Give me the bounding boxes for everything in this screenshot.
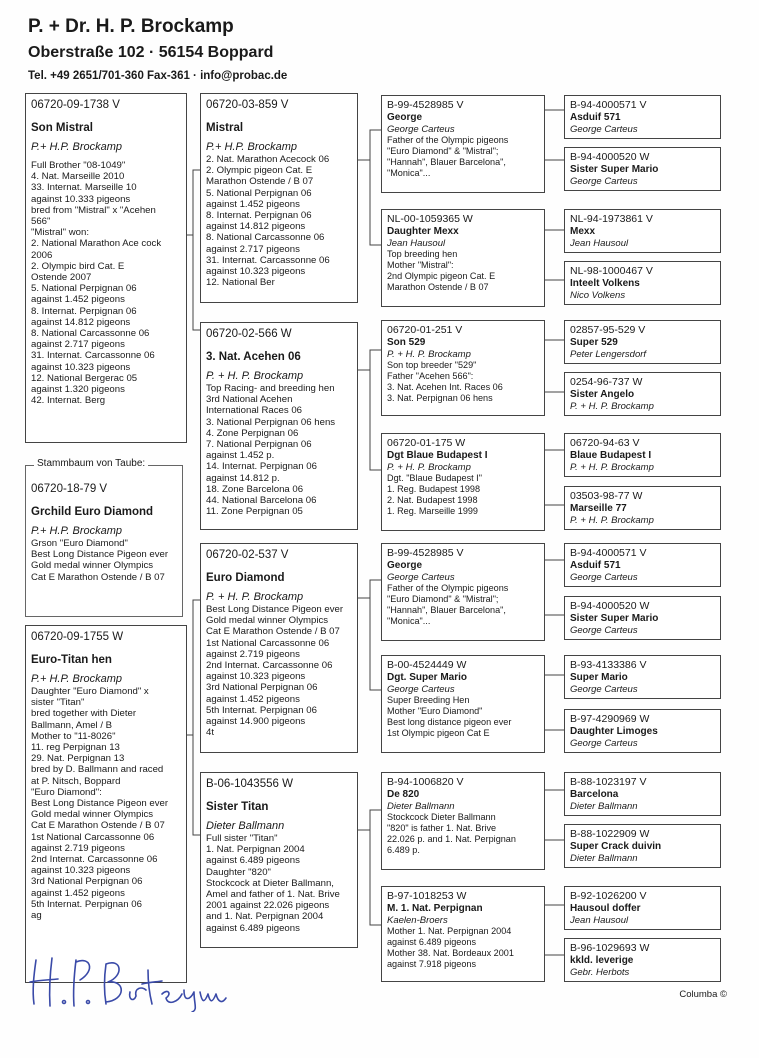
result-line: 22.026 p. and 1. Nat. Perpignan bbox=[387, 834, 516, 844]
pigeon-ring-number: B-88-1022909 W bbox=[570, 828, 650, 840]
result-line: 3. National Perpignan 06 hens bbox=[206, 416, 336, 428]
result-line: against 14.900 pigeons bbox=[206, 716, 306, 728]
handwritten-signature bbox=[22, 950, 237, 1012]
result-line: 1st National Carcassonne 06 bbox=[31, 831, 155, 843]
result-line: 44. National Barcelona 06 bbox=[206, 495, 317, 507]
pigeon-name: Son Mistral bbox=[31, 122, 93, 134]
pigeon-ring-number: B-94-4000520 W bbox=[570, 600, 650, 612]
result-line: 2. National Marathon Ace cock bbox=[31, 238, 162, 250]
result-line: Stockcock at Dieter Ballmann, bbox=[206, 877, 334, 889]
result-line: against 2.717 pigeons bbox=[206, 243, 300, 255]
pigeon-result-list bbox=[31, 160, 181, 406]
result-line: "Monica"... bbox=[387, 168, 431, 178]
pigeon-ring-number: B-93-4133386 V bbox=[570, 659, 647, 671]
result-line: 3rd National Perpignan 06 bbox=[31, 876, 143, 888]
result-line: 8. National Carcassonne 06 bbox=[206, 232, 325, 244]
result-line: 31. Internat. Carcassonne 06 bbox=[206, 254, 330, 266]
result-line: Mother 38. Nat. Bordeaux 2001 bbox=[387, 948, 514, 958]
pigeon-ring-number: NL-00-1059365 W bbox=[387, 213, 473, 225]
pigeon-breeder: P.+ H.P. Brockamp bbox=[31, 525, 123, 537]
grandparent-pigeon-card bbox=[381, 320, 545, 416]
result-line: 11. Zone Perpignan 05 bbox=[206, 506, 303, 518]
result-line: Super Breeding Hen bbox=[387, 695, 470, 705]
pigeon-breeder: P. + H. P. Brockamp bbox=[570, 401, 654, 412]
result-line: Mother to "11-8026" bbox=[31, 730, 116, 742]
result-line: against 1.320 pigeons bbox=[31, 384, 125, 396]
result-line: 8. Internat. Perpignan 06 bbox=[31, 305, 137, 317]
result-line: against 10.323 pigeons bbox=[206, 671, 306, 683]
result-line: Grson "Euro Diamond" bbox=[31, 538, 128, 549]
result-line: 2. Nat. Marathon Acecock 06 bbox=[206, 154, 330, 165]
pigeon-name: Euro-Titan hen bbox=[31, 654, 112, 666]
result-line: "Mistral" won: bbox=[31, 227, 89, 239]
result-line: 2. Olympic pigeon Cat. E bbox=[206, 165, 313, 177]
result-line: 5th Internat. Perpignan 06 bbox=[206, 704, 317, 716]
pigeon-name: M. 1. Nat. Perpignan bbox=[387, 903, 483, 914]
pigeon-breeder: Dieter Ballmann bbox=[206, 820, 285, 832]
pigeon-ring-number: 06720-09-1738 V bbox=[31, 99, 120, 111]
result-line: 5. National Perpignan 06 bbox=[31, 283, 137, 295]
pigeon-ring-number: B-88-1023197 V bbox=[570, 776, 647, 788]
result-line: against 14.812 pigeons bbox=[31, 316, 131, 328]
pigeon-ring-number: B-06-1043556 W bbox=[206, 778, 293, 790]
result-line: Amel and father of 1. Nat. Brive bbox=[206, 889, 340, 901]
result-line: against 6.489 pigeons bbox=[206, 855, 300, 867]
result-line: 2001 against 22.026 pigeons bbox=[206, 900, 330, 912]
result-line: against 6.489 pigeons bbox=[206, 922, 300, 934]
pigeon-breeder: George Carteus bbox=[387, 124, 455, 135]
pigeon-breeder: P.+ H.P. Brockamp bbox=[206, 141, 298, 153]
dam-pigeon-card bbox=[200, 772, 358, 948]
pigeon-ring-number: 06720-09-1755 W bbox=[31, 631, 124, 643]
result-line: 3. Nat. Perpignan 06 hens bbox=[387, 393, 493, 403]
result-line: "Euro Diamond": bbox=[31, 786, 102, 798]
result-line: "Euro Diamond" & "Mistral"; bbox=[387, 146, 499, 156]
pigeon-name: Super 529 bbox=[570, 337, 618, 348]
pigeon-breeder: Dieter Ballmann bbox=[387, 801, 455, 812]
result-line: Cat E Marathon Ostende / B 07 bbox=[31, 820, 165, 832]
stammbaum-label: Stammbaum von Taube: bbox=[34, 458, 148, 469]
ancestor-pigeon-card bbox=[564, 147, 721, 191]
result-line: against 1.452 pigeons bbox=[31, 294, 125, 306]
pigeon-breeder: P. + H. P. Brockamp bbox=[570, 462, 654, 473]
result-line: bred from "Mistral" x "Acehen bbox=[31, 204, 156, 216]
result-line: 3rd National Acehen bbox=[206, 394, 293, 406]
pigeon-ring-number: 0254-96-737 W bbox=[570, 376, 643, 388]
result-line: 1st National Carcassonne 06 bbox=[206, 637, 330, 649]
pigeon-name: Sister Super Mario bbox=[570, 164, 659, 175]
pigeon-ring-number: B-97-4290969 W bbox=[570, 713, 650, 725]
pigeon-ring-number: 06720-01-251 V bbox=[387, 324, 463, 336]
result-line: 2nd Internat. Carcassonne 06 bbox=[31, 854, 158, 866]
pigeon-ring-number: B-00-4524449 W bbox=[387, 659, 467, 671]
result-line: 4. Nat. Marseille 2010 bbox=[31, 171, 125, 183]
result-line: Stockcock Dieter Ballmann bbox=[387, 812, 496, 822]
result-line: 14. Internat. Perpignan 06 bbox=[206, 461, 317, 473]
result-line: 33. Internat. Marseille 10 bbox=[31, 182, 137, 194]
pigeon-name: Sister Titan bbox=[206, 801, 269, 813]
pigeon-ring-number: 06720-94-63 V bbox=[570, 437, 640, 449]
grandparent-pigeon-card bbox=[381, 543, 545, 641]
result-line: Dgt. "Blaue Budapest I" bbox=[387, 473, 482, 483]
pigeon-name: Euro Diamond bbox=[206, 572, 285, 584]
result-line: bred together with Dieter bbox=[31, 708, 137, 720]
pigeon-ring-number: B-97-1018253 W bbox=[387, 890, 467, 902]
pigeon-name: Asduif 571 bbox=[570, 112, 621, 123]
result-line: 3rd National Perpignan 06 bbox=[206, 682, 318, 694]
result-line: Daughter "Euro Diamond" x bbox=[31, 686, 149, 697]
pigeon-ring-number: B-99-4528985 V bbox=[387, 547, 464, 559]
result-line: against 2.719 pigeons bbox=[206, 648, 300, 660]
ancestor-pigeon-card bbox=[564, 372, 721, 416]
pigeon-breeder: Gebr. Herbots bbox=[570, 967, 630, 978]
ancestor-pigeon-card bbox=[564, 886, 721, 930]
pigeon-breeder: George Carteus bbox=[570, 684, 638, 695]
result-line: 1st Olympic pigeon Cat E bbox=[387, 728, 490, 738]
sire-pigeon-card bbox=[200, 93, 358, 303]
result-line: Ostende 2007 bbox=[31, 272, 92, 284]
ancestor-pigeon-card bbox=[564, 486, 721, 530]
owner-address: Oberstraße 102 · 56154 Boppard bbox=[28, 44, 274, 61]
result-line: Mother "Mistral": bbox=[387, 260, 454, 270]
ancestor-pigeon-card bbox=[564, 433, 721, 477]
result-line: 11. reg Perpignan 13 bbox=[31, 742, 120, 754]
pigeon-ring-number: B-94-1006820 V bbox=[387, 776, 464, 788]
ancestor-pigeon-card bbox=[564, 709, 721, 753]
pigeon-name: Mexx bbox=[570, 226, 596, 237]
pigeon-breeder: Kaelen-Broers bbox=[387, 915, 448, 926]
pigeon-breeder: P.+ H.P. Brockamp bbox=[31, 673, 123, 685]
pigeon-breeder: George Carteus bbox=[570, 738, 638, 749]
result-line: 18. Zone Barcelona 06 bbox=[206, 483, 304, 495]
result-line: 42. Internat. Berg bbox=[31, 395, 106, 407]
result-line: against 10.323 pigeons bbox=[31, 361, 131, 373]
ancestor-pigeon-card bbox=[564, 655, 721, 699]
ancestor-pigeon-card bbox=[564, 209, 721, 253]
pigeon-name: Grchild Euro Diamond bbox=[31, 506, 154, 518]
result-line: 6.489 p. bbox=[387, 845, 420, 855]
result-line: "Euro Diamond" & "Mistral"; bbox=[387, 594, 499, 604]
result-line: against 10.323 pigeons bbox=[31, 865, 131, 877]
pigeon-breeder: George Carteus bbox=[387, 684, 455, 695]
result-line: 5th Internat. Perpignan 06 bbox=[31, 898, 142, 910]
result-line: Mother 1. Nat. Perpignan 2004 bbox=[387, 926, 512, 936]
pigeon-ring-number: 06720-02-537 V bbox=[206, 549, 289, 561]
pigeon-breeder: George Carteus bbox=[570, 176, 638, 187]
pigeon-breeder: Jean Hausoul bbox=[387, 238, 446, 249]
result-line: 12. National Bergerac 05 bbox=[31, 372, 138, 384]
grandparent-pigeon-card bbox=[381, 433, 545, 531]
result-line: 3. Nat. Acehen Int. Races 06 bbox=[387, 382, 503, 392]
pigeon-ring-number: 06720-03-859 V bbox=[206, 99, 289, 111]
pigeon-breeder: Dieter Ballmann bbox=[570, 801, 638, 812]
result-line: against 1.452 pigeons bbox=[31, 887, 125, 899]
result-line: "Hannah", Blauer Barcelona", bbox=[387, 605, 506, 615]
pigeon-name: Barcelona bbox=[570, 789, 619, 800]
subject-pigeon-card bbox=[25, 93, 187, 443]
result-line: Ballmann, Amel / B bbox=[31, 719, 113, 731]
pigeon-ring-number: B-99-4528985 V bbox=[387, 99, 464, 111]
result-line: 1. Reg. Budapest 1998 bbox=[387, 484, 481, 494]
grandparent-pigeon-card bbox=[381, 655, 545, 753]
pigeon-ring-number: 06720-01-175 W bbox=[387, 437, 466, 449]
pigeon-breeder: Nico Volkens bbox=[570, 290, 626, 301]
pigeon-name: George bbox=[387, 560, 423, 571]
pigeon-breeder: George Carteus bbox=[570, 572, 638, 583]
pigeon-ring-number: NL-98-1000467 V bbox=[570, 265, 653, 277]
result-line: against 1.452 p. bbox=[206, 450, 275, 462]
software-credit: Columba © bbox=[679, 989, 727, 1000]
pigeon-name: Marseille 77 bbox=[570, 503, 627, 514]
pigeon-name: Super Crack duivin bbox=[570, 841, 662, 852]
pigeon-ring-number: B-94-4000520 W bbox=[570, 151, 650, 163]
result-line: against 1.452 pigeons bbox=[206, 198, 300, 210]
pigeon-name: Hausoul doffer bbox=[570, 903, 641, 914]
pigeon-breeder: Jean Hausoul bbox=[570, 238, 629, 249]
pigeon-breeder: P.+ H.P. Brockamp bbox=[31, 141, 123, 153]
result-line: against 2.719 pigeons bbox=[31, 842, 125, 854]
result-line: 2. Olympic bird Cat. E bbox=[31, 260, 125, 272]
result-line: bred by D. Ballmann and raced bbox=[31, 764, 164, 776]
result-line: "Hannah", Blauer Barcelona", bbox=[387, 157, 506, 167]
result-line: and 1. Nat. Perpignan 2004 bbox=[206, 911, 324, 923]
pigeon-breeder: George Carteus bbox=[387, 572, 455, 583]
result-line: against 6.489 pigeons bbox=[387, 937, 476, 947]
result-line: against 2.717 pigeons bbox=[31, 339, 125, 351]
result-line: Gold medal winner Olympics bbox=[31, 560, 154, 572]
result-line: 2nd Internat. Carcassonne 06 bbox=[206, 660, 333, 672]
ancestor-pigeon-card bbox=[564, 772, 721, 816]
result-line: Top breeding hen bbox=[387, 249, 458, 259]
result-line: Marathon Ostende / B 07 bbox=[206, 176, 314, 188]
result-line: 4. Zone Perpignan 06 bbox=[206, 427, 299, 439]
sire-pigeon-card bbox=[200, 543, 358, 753]
grandparent-pigeon-card bbox=[381, 209, 545, 307]
pigeon-name: Daughter Limoges bbox=[570, 726, 658, 737]
result-line: 2. Nat. Budapest 1998 bbox=[387, 495, 478, 505]
result-line: Daughter "820" bbox=[206, 866, 271, 878]
grandparent-pigeon-card bbox=[381, 886, 545, 982]
pigeon-ring-number: 06720-18-79 V bbox=[31, 483, 108, 495]
result-line: 1. Nat. Perpignan 2004 bbox=[206, 844, 305, 856]
pigeon-name: 3. Nat. Acehen 06 bbox=[206, 351, 301, 363]
result-line: against 10.323 pigeons bbox=[206, 266, 306, 278]
result-line: Father of the Olympic pigeons bbox=[387, 583, 509, 593]
result-line: 566" bbox=[31, 216, 51, 228]
result-line: Gold medal winner Olympics bbox=[206, 615, 329, 627]
result-line: at P. Nitsch, Boppard bbox=[31, 775, 121, 787]
result-line: against 1.452 pigeons bbox=[206, 693, 300, 705]
result-line: Gold medal winner Olympics bbox=[31, 809, 154, 821]
result-line: sister "Titan" bbox=[31, 697, 85, 709]
result-line: Best Long Distance Pigeon ever bbox=[31, 549, 169, 561]
result-line: 4t bbox=[206, 727, 215, 739]
result-line: Full sister "Titan" bbox=[206, 833, 278, 844]
pigeon-name: Inteelt Volkens bbox=[570, 278, 640, 289]
result-line: against 10.333 pigeons bbox=[31, 193, 131, 205]
result-line: Mother "Euro Diamond" bbox=[387, 706, 483, 716]
result-line: 2nd Olympic pigeon Cat. E bbox=[387, 271, 496, 281]
pigeon-name: Dgt Blaue Budapest I bbox=[387, 450, 488, 461]
ancestor-pigeon-card bbox=[564, 95, 721, 139]
pigeon-breeder: P. + H. P. Brockamp bbox=[570, 515, 654, 526]
ancestor-pigeon-card bbox=[564, 596, 721, 640]
result-line: 2006 bbox=[31, 249, 53, 261]
grandchild-pigeon-card bbox=[25, 465, 183, 617]
pigeon-name: Blaue Budapest I bbox=[570, 450, 652, 461]
result-line: Marathon Ostende / B 07 bbox=[387, 282, 489, 292]
pigeon-ring-number: B-94-4000571 V bbox=[570, 99, 647, 111]
result-line: International Races 06 bbox=[206, 405, 302, 417]
pigeon-name: Asduif 571 bbox=[570, 560, 621, 571]
pigeon-breeder: P. + H. P. Brockamp bbox=[387, 349, 471, 360]
pigeon-breeder: Dieter Ballmann bbox=[570, 853, 638, 864]
result-line: 12. National Ber bbox=[206, 277, 275, 289]
pigeon-ring-number: NL-94-1973861 V bbox=[570, 213, 653, 225]
pigeon-name: Super Mario bbox=[570, 672, 628, 683]
owner-contact: Tel. +49 2651/701-360 Fax-361 · info@probac.de bbox=[28, 70, 288, 82]
result-line: "Monica"... bbox=[387, 616, 431, 626]
pigeon-name: George bbox=[387, 112, 423, 123]
ancestor-pigeon-card bbox=[564, 261, 721, 305]
result-line: against 14.812 pigeons bbox=[206, 221, 306, 233]
ancestor-pigeon-card bbox=[564, 938, 721, 982]
result-line: Father of the Olympic pigeons bbox=[387, 135, 509, 145]
pigeon-ring-number: B-94-4000571 V bbox=[570, 547, 647, 559]
result-line: 31. Internat. Carcassonne 06 bbox=[31, 350, 155, 362]
pigeon-name: Dgt. Super Mario bbox=[387, 672, 468, 683]
ancestor-pigeon-card bbox=[564, 824, 721, 868]
pigeon-name: Sister Super Mario bbox=[570, 613, 659, 624]
result-line: Son top breeder "529" bbox=[387, 360, 477, 370]
pigeon-ring-number: B-92-1026200 V bbox=[570, 890, 647, 902]
pigeon-breeder: George Carteus bbox=[570, 625, 638, 636]
result-line: Cat E Marathon Ostende / B 07 bbox=[31, 571, 165, 583]
pigeon-ring-number: 02857-95-529 V bbox=[570, 324, 646, 336]
result-line: 5. National Perpignan 06 bbox=[206, 187, 312, 199]
pigeon-name: Mistral bbox=[206, 122, 244, 134]
pigeon-name: kkld. leverige bbox=[570, 955, 634, 966]
result-line: "820" is father 1. Nat. Brive bbox=[387, 823, 497, 833]
owner-name: P. + Dr. H. P. Brockamp bbox=[28, 16, 234, 37]
pigeon-name: Sister Angelo bbox=[570, 389, 635, 400]
result-line: Cat E Marathon Ostende / B 07 bbox=[206, 626, 340, 638]
result-line: 8. National Carcassonne 06 bbox=[31, 328, 150, 340]
result-line: 29. Nat. Perpignan 13 bbox=[31, 753, 125, 765]
grandparent-pigeon-card bbox=[381, 772, 545, 870]
result-line: against 7.918 pigeons bbox=[387, 959, 476, 969]
result-line: 1. Reg. Marseille 1999 bbox=[387, 506, 478, 516]
result-line: 8. Internat. Perpignan 06 bbox=[206, 210, 312, 222]
pigeon-ring-number: 03503-98-77 W bbox=[570, 490, 643, 502]
pigeon-breeder: Peter Lengersdorf bbox=[570, 349, 647, 360]
pigeon-breeder: P. + H. P. Brockamp bbox=[206, 370, 304, 382]
result-line: Best Long Distance Pigeon ever bbox=[31, 798, 169, 810]
result-line: Full Brother "08-1049" bbox=[31, 160, 126, 171]
pigeon-ring-number: 06720-02-566 W bbox=[206, 328, 292, 340]
result-line: 7. National Perpignan 06 bbox=[206, 439, 312, 451]
pigeon-name: Son 529 bbox=[387, 337, 426, 348]
pigeon-name: De 820 bbox=[387, 789, 420, 800]
dam-pigeon-card bbox=[200, 322, 358, 530]
result-line: ag bbox=[31, 910, 42, 922]
ancestor-pigeon-card bbox=[564, 543, 721, 587]
pigeon-ring-number: B-96-1029693 W bbox=[570, 942, 650, 954]
pigeon-breeder: P. + H. P. Brockamp bbox=[387, 462, 471, 473]
pigeon-breeder: P. + H. P. Brockamp bbox=[206, 591, 304, 603]
result-line: Top Racing- and breeding hen bbox=[206, 383, 335, 394]
result-line: against 14.812 p. bbox=[206, 472, 280, 484]
pigeon-breeder: Jean Hausoul bbox=[570, 915, 629, 926]
euro-titan-pigeon-card bbox=[25, 625, 187, 983]
grandparent-pigeon-card bbox=[381, 95, 545, 193]
ancestor-pigeon-card bbox=[564, 320, 721, 364]
result-line: Best Long Distance Pigeon ever bbox=[206, 604, 344, 615]
result-line: Father "Acehen 566": bbox=[387, 371, 474, 381]
result-line: Best long distance pigeon ever bbox=[387, 717, 512, 727]
pigeon-name: Daughter Mexx bbox=[387, 226, 459, 237]
pigeon-breeder: George Carteus bbox=[570, 124, 638, 135]
